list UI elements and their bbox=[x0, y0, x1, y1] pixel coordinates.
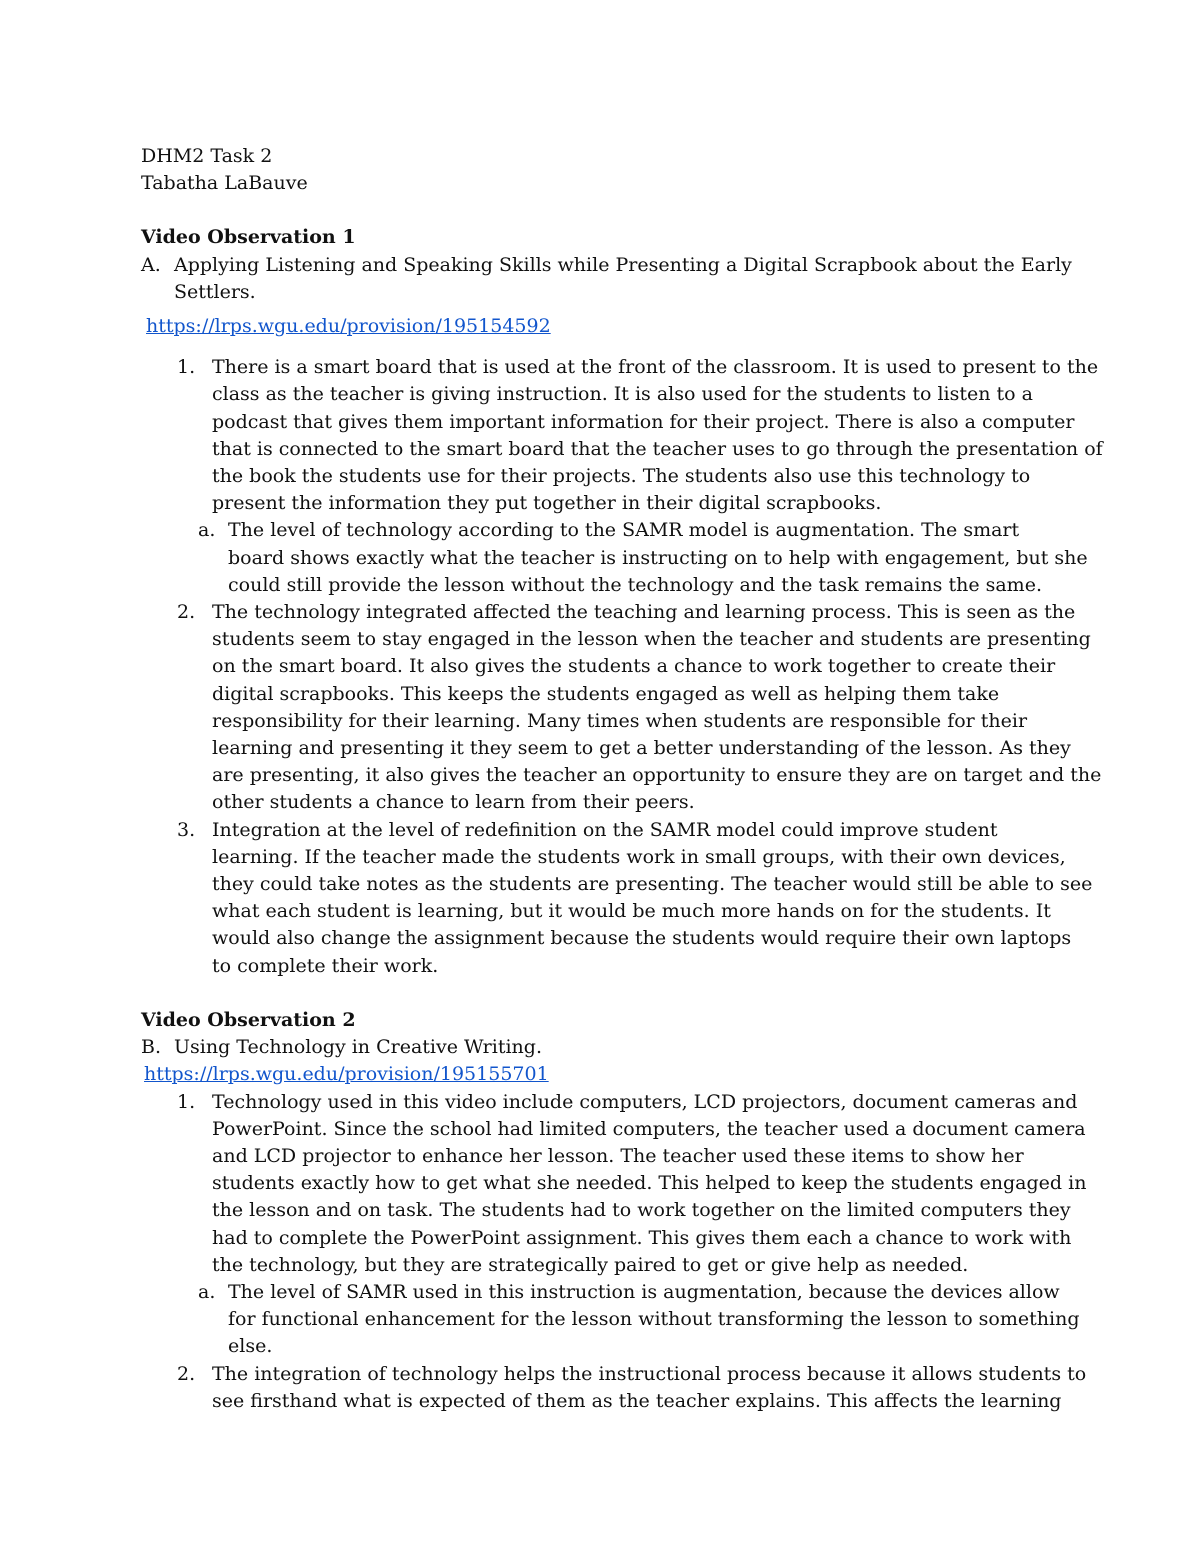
section-heading: Video Observation 2 bbox=[141, 1008, 356, 1031]
sub-list-letter: a. bbox=[198, 1280, 216, 1303]
list-item: 2. The technology integrated affected the teaching and learning process. This is seen as the students seem to stay engaged in the lesson when the teacher and students are presenting on the smart board. It also gives the students a chance to work together to create their digital scrapbooks. This keeps the students engaged as well as helping them take responsibility for their learning. Many times when students are responsible for their learning and presenting it they seem to get a better understanding of the lesson. As they are presenting, it also gives the teacher an opportunity to ensure they are on target and the other students a chance to learn from their peers. bbox=[177, 601, 1102, 814]
section-title: A. Applying Listening and Speaking Skills while Presenting a Digital Scrapbook about the Early Settlers. bbox=[141, 253, 1072, 303]
list-item: 1. Technology used in this video include computers, LCD projectors, document cameras and PowerPoint. Since the school had limited computers, the teacher used a document camera and LCD projector to enhance her lesson. The teacher used these items to show her students exactly how to get what she needed. This helped to keep the students engaged in the lesson and on task. The students had to work together on the limited computers they had to complete the PowerPoint assignment. This gives them each a chance to work with the technology, but they are strategically paired to get or give help as needed. bbox=[177, 1090, 1087, 1276]
list-item: 2. The integration of technology helps the instructional process because it allows students to see firsthand what is expected of them as the teacher explains. This affects the learning bbox=[177, 1362, 1087, 1412]
list-number: 1. bbox=[177, 1090, 196, 1113]
document-body bbox=[141, 143, 1103, 1415]
section-letter: B. bbox=[141, 1036, 162, 1059]
video-link[interactable]: https://lrps.wgu.edu/provision/195154592 bbox=[146, 315, 551, 338]
list-number: 1. bbox=[177, 356, 196, 379]
section-letter: A. bbox=[141, 253, 161, 276]
list-number: 3. bbox=[177, 818, 196, 841]
list-item: 3. Integration at the level of redefinition on the SAMR model could improve student learning. If the teacher made the students work in small groups, with their own devices, they could take notes as the students are presenting. The teacher would still be able to see what each student is learning, but it would be much more hands on for the students. It would also change the assignment because the students would require their own laptops to complete their work. bbox=[177, 818, 1093, 977]
list-number: 2. bbox=[177, 1362, 196, 1385]
list-number: 2. bbox=[177, 601, 196, 624]
section-heading: Video Observation 1 bbox=[141, 226, 356, 249]
author-name: Tabatha LaBauve bbox=[141, 172, 308, 195]
sub-list-item: a. The level of technology according to the SAMR model is augmentation. The smart board shows exactly what the teacher is instructing on to help with engagement, but she could still provide the lesson without the technology and the task remains the same. bbox=[198, 519, 1088, 596]
list-item: 1. There is a smart board that is used at the front of the classroom. It is used to present to the class as the teacher is giving instruction. It is also used for the students to listen to a podcast that gives them important information for their project. There is also a computer that is connected to the smart board that the teacher uses to go through the presentation of the book the students use for their projects. The students also use this technology to present the information they put together in their digital scrapbooks. bbox=[177, 356, 1103, 515]
video-link[interactable]: https://lrps.wgu.edu/provision/195155701 bbox=[144, 1063, 549, 1086]
document-title: DHM2 Task 2 bbox=[141, 145, 273, 167]
sub-list-letter: a. bbox=[198, 519, 216, 542]
sub-list-item: a. The level of SAMR used in this instruction is augmentation, because the devices allow for functional enhancement for the lesson without transforming the lesson to something else. bbox=[198, 1280, 1080, 1358]
section-title: B. Using Technology in Creative Writing. bbox=[141, 1034, 1071, 1061]
